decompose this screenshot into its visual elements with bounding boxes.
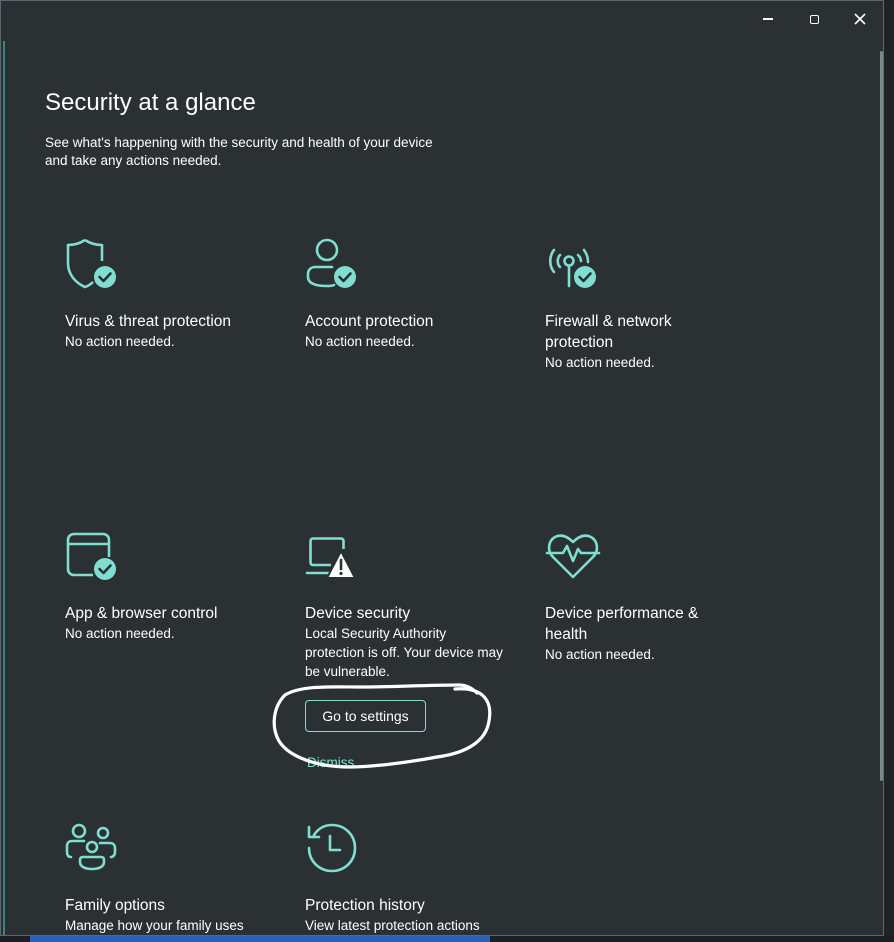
tile-title: App & browser control — [65, 605, 218, 622]
tile-firewall-network-protection[interactable] — [545, 237, 765, 372]
tile-family-options[interactable] — [65, 821, 285, 935]
left-edge-accent — [3, 41, 5, 936]
tile-title: Family options — [65, 897, 165, 914]
taskbar-highlight — [30, 936, 490, 942]
tile-title: Device performance & health — [545, 605, 699, 643]
tile-status: No action needed. — [65, 334, 175, 349]
close-icon — [854, 13, 866, 25]
tile-virus-threat-protection[interactable] — [65, 237, 285, 351]
tile-title: Device security — [305, 605, 411, 622]
taskbar-edge — [0, 936, 894, 942]
scrollbar[interactable] — [880, 51, 883, 781]
shield-check-icon — [65, 237, 121, 293]
maximize-button[interactable] — [791, 5, 837, 33]
tile-title: Protection history — [305, 897, 425, 914]
family-icon — [65, 821, 121, 877]
browser-window-check-icon — [65, 529, 121, 585]
window-controls — [745, 5, 883, 33]
tile-account-protection[interactable] — [305, 237, 525, 351]
dismiss-link[interactable]: Dismiss — [307, 755, 355, 770]
antenna-check-icon — [545, 237, 601, 293]
tile-status: Manage how your family uses — [65, 918, 244, 933]
tile-status: No action needed. — [545, 355, 655, 370]
heart-pulse-icon — [545, 529, 601, 585]
minimize-icon — [763, 18, 773, 20]
page-subtitle: See what's happening with the security and health of your device and take any actions needed. — [45, 135, 433, 168]
tile-status: No action needed. — [305, 334, 415, 349]
close-button[interactable] — [837, 5, 883, 33]
minimize-button[interactable] — [745, 5, 791, 33]
maximize-icon — [810, 15, 819, 24]
history-clock-icon — [305, 821, 361, 877]
tile-device-security[interactable] — [305, 529, 505, 681]
tile-protection-history[interactable] — [305, 821, 525, 935]
tile-device-performance-health[interactable] — [545, 529, 725, 664]
tile-status: No action needed. — [65, 626, 175, 641]
tile-app-browser-control[interactable] — [65, 529, 285, 643]
tile-status: No action needed. — [545, 647, 655, 662]
tile-title: Account protection — [305, 313, 434, 330]
tile-status: Local Security Authority protection is off. Your device may be vulnerable. — [305, 626, 503, 679]
tile-title: Virus & threat protection — [65, 313, 231, 330]
tile-title: Firewall & network protection — [545, 313, 672, 351]
account-check-icon — [305, 237, 361, 293]
laptop-warning-icon — [305, 529, 361, 585]
go-to-settings-button[interactable]: Go to settings — [305, 700, 426, 732]
tile-status: View latest protection actions — [305, 918, 480, 933]
page-title: Security at a glance — [45, 89, 256, 116]
